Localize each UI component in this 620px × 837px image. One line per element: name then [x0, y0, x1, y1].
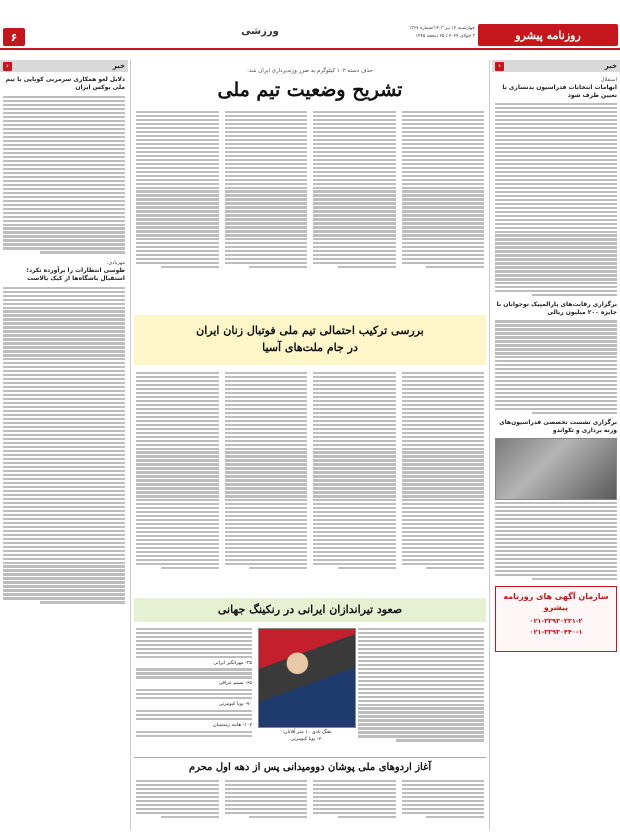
archery-body [134, 626, 486, 754]
left-item2-title: طوسی انتظارات را برآورده نکرد؛ استقبال باشگاه‌ها از کیک بالاست [26, 266, 125, 282]
chevron-left-icon: ‹ [495, 62, 504, 71]
feature-title-line-2: در جام ملت‌های آسیا [262, 341, 358, 354]
feature-body [134, 370, 486, 595]
main-kicker: حذف دسته ۱۰۲ کیلوگرم به ضرر وزنه‌برداری ایران شد: [247, 68, 373, 74]
stat-item: ۶۵- نسیم عراقی [218, 681, 252, 687]
archery-text-right [358, 626, 484, 743]
stat-item: ۱۰۷- هانیه رستمیان [213, 722, 252, 728]
right-item1-body [492, 103, 620, 296]
masthead-rule [0, 48, 620, 50]
bottom-story-title: آغاز اردوهای ملی پوشان دوومیدانی پس از دهه اول محرم [188, 762, 432, 773]
right-news-header [492, 60, 620, 72]
page-number: ۶ [10, 30, 18, 44]
archer-caption-1: تفنگ بادی ۱۰ متر آقایان: [282, 730, 332, 735]
bottom-story-body [134, 778, 486, 830]
main-title: تشریح وضعیت تیم ملی [217, 79, 403, 101]
feature-title-line-1: بررسی ترکیب احتمالی تیم ملی فوتبال زنان ایران [196, 324, 424, 337]
meeting-photo [495, 438, 617, 500]
stat-item: ۲۵- مهرانگیز ایرانی [213, 660, 252, 666]
ad-title: سازمان آگهی های روزنامه پیشرو [503, 592, 609, 613]
section-title: ورزشی [241, 26, 279, 37]
main-story [134, 60, 486, 312]
archery-title-band [134, 598, 486, 622]
chevron-left-icon: ‹ [3, 62, 12, 71]
masthead [0, 0, 620, 50]
right-column [492, 60, 620, 837]
archer-photo [258, 628, 356, 728]
right-news-label: خبر [604, 62, 617, 70]
left-column [0, 60, 128, 837]
date-line-2: ۳ جولای ۲۰۲۴ / ۲۵ ذیحجه ۱۴۴۵ [415, 34, 475, 39]
right-item2-body [492, 320, 620, 414]
main-body [134, 109, 486, 270]
stat-item: ۷۰- پویا کیومرثی [218, 702, 252, 708]
left-news-header [0, 60, 128, 72]
right-item3-title: برگزاری نشست تخصصی فدراسیون‌های وزنه برداری و تکواندو [499, 419, 617, 435]
ad-box [495, 586, 617, 652]
ad-phone-2: ۰۲۱-۳۳۹۳۰۴۴۰-۱ [529, 628, 583, 637]
date-line-1: چهارشنبه ۱۲ تیر ۱۴۰۳/شماره ۱۳۶۷ [408, 26, 475, 31]
left-item1-body [0, 96, 128, 254]
left-item1-title: دلایل لغو همکاری سرمربی کوبایی با تیم ملی بوکس ایران [5, 76, 125, 91]
left-item2-body [0, 287, 128, 604]
right-item2-title: برگزاری رقابت‌های پارالمپیک نوجوانان با جایزه ۲۰۰ میلیون ریالی [496, 301, 617, 317]
archery-stats [136, 626, 252, 739]
bottom-story-rule [134, 757, 486, 758]
right-column-divider [489, 60, 490, 830]
ad-phone-1: ۰۲۱-۳۳۹۳۰۲۳۱-۲ [529, 617, 583, 626]
logo-text: روزنامه پیشرو [515, 28, 581, 42]
left-column-divider [130, 60, 131, 830]
right-item3-body [492, 502, 620, 580]
left-news-label: خبر [112, 62, 125, 70]
page-number-badge [3, 28, 25, 46]
archer-caption-2: ۷۰- پویا کیومرثی [290, 737, 324, 742]
masthead-logo [478, 24, 618, 46]
left-item2-kicker: مهرنادی: [106, 259, 125, 266]
archery-title: صعود تیراندازان ایرانی در رنکینگ جهانی [217, 603, 403, 616]
feature-title-band [134, 315, 486, 365]
right-item1-kicker: استقلال [600, 77, 617, 83]
right-item1-title: ابهامات انتخابات فدراسیون بدنسازی با تعیین طرف شود [502, 84, 617, 99]
